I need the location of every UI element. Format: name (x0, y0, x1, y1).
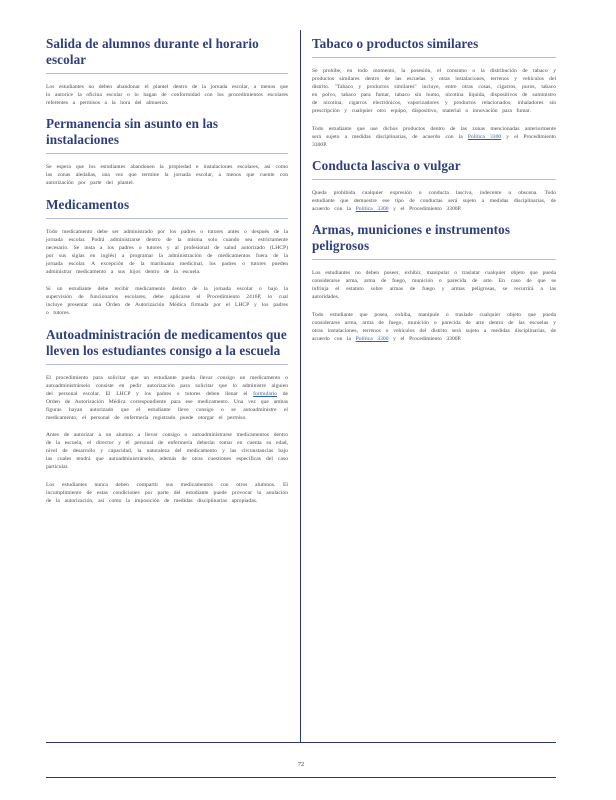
paragraph: Todo medicamento debe ser administrado por los padres o tutores antes o después de la jornada escolar. Podrá administrarse dentro de la misma solo cuando sea estrictamente necesario. Se insta a los padres o tutores y al profesional de salud autorizado (LHCP) por sus siglas en inglés) a programar la administración de medicamentos fuera de la jornada escolar. A excepción de la marihuana medicinal, los padres o tutores pueden administrar medicamento a sus hijos dentro de la escuela. (46, 228, 288, 276)
paragraph (312, 125, 556, 149)
section-weapons (312, 222, 556, 343)
section-medication (46, 197, 288, 318)
paragraph-text: y el Procedimiento 3300P. (388, 206, 462, 213)
paragraph: Los estudiantes no deben abandonar el plantel dentro de la jornada escolar, a menos que lo autorice la oficina escolar o lo hagan de conformidad con los procedimientos escolares referentes a permisos a la hora del almuerzo. (46, 84, 288, 107)
section-heading: Medicamentos (46, 197, 288, 219)
paragraph-text: El procedimiento para solicitar que un estudiante pueda llevar consigo un medicamento o autoadministrárselo consiste en pedir autorización para solicitar que lo administre alguien del personal escolar. El LHCP y los padres o tutores deben llenar el (46, 374, 288, 397)
paragraph: Si un estudiante debe recibir medicamento dentro de la jornada escolar o bajo la supervisión de funcionarios escolares, debe aplicarse el Procedimiento 2416P, lo cual incluye presentar una Orden de Autorización Médica firmada por el LHCP y los padres o tutores. (46, 286, 288, 317)
paragraph: Los estudiantes nunca deben compartir sus medicamentos con otros alumnos. El incumplimiento de estas condiciones por parte del estudiante puede provocar la anulación de la autorización, así como la imposición de medidas disciplinarias apropiadas. (46, 481, 288, 504)
paragraph (312, 311, 556, 343)
column-divider (300, 30, 301, 742)
paragraph (46, 374, 288, 423)
paragraph-text: Todo estudiante que use dichos productos dentro de las zonas mencionadas anteriormente será sujeto a medidas disciplinarias, de acuerdo con la (312, 125, 556, 140)
paragraph: Antes de autorizar a un alumno a llevar consigo o autoadministrarse medicamentos dentro de la escuela, el director y el personal de enfermería deberán tomar en cuenta su edad, nivel de desarrollo y capacidad, la naturaleza del medicamento y las circunstancias bajo las cuales tendrá que autoadministrárselo, además de otras cuestiones específicas del caso particular. (46, 432, 288, 471)
policy-link[interactable]: Política 3300 (355, 335, 389, 342)
section-lewd-conduct (312, 158, 556, 213)
paragraph: Se espera que los estudiantes abandonen la propiedad e instalaciones escolares, así como las zonas aledañas, una vez que termine la jornada escolar, a menos que cuente con autorización por parte del plantel. (46, 164, 288, 187)
section-heading: Tabaco o productos similares (312, 36, 556, 58)
section-heading: Conducta lasciva o vulgar (312, 158, 556, 180)
paragraph-text: Todo estudiante que posea, exhiba, manipule o traslade cualquier objeto que pueda considerarse arma, arma de fuego, munición o parecida de arte dentro de las escuelas y otras instalaciones, terrenos o vehículos del distrito será sujeto a medidas disciplinarias, de acuerdo con la (312, 311, 556, 342)
paragraph-text: Queda prohibida cualquier expresión o conducta lasciva, indecente u obscena. Todo estudiante que demuestre ese tipo de conductas será sujeto a medidas disciplinarias, de acuerdo con la (312, 189, 556, 213)
paragraph-text: y el Procedimiento 3300P. (388, 335, 462, 342)
page-footer (46, 742, 556, 778)
section-loitering (46, 116, 288, 187)
section-heading: Autoadministración de medicamentos que lleven los estudiantes consigo a la escuela (46, 327, 288, 365)
section-heading: Permanencia sin asunto en las instalaciones (46, 116, 288, 154)
policy-link[interactable]: Política 3300 (467, 133, 502, 140)
right-column (312, 30, 556, 352)
section-heading: Salida de alumnos durante el horario escolar (46, 36, 288, 74)
paragraph (312, 189, 556, 213)
section-heading: Armas, municiones e instrumentos peligrosos (312, 222, 556, 260)
section-tobacco (312, 36, 556, 149)
paragraph: Los estudiantes no deben poseer, exhibir, manipular o traslatar cualquier objeto que pueda considerarse arma, arma de fuego, munición o parecida de arte. En caso de que se infrinja el estatuto sobre armas de fuego y armas peligrosas, se recurrirá a las autoridades. (312, 270, 556, 301)
policy-link[interactable]: Política 3300 (355, 206, 389, 213)
section-self-administration (46, 327, 288, 505)
paragraph-text: de Orden de Autorización Médica correspondiente para ese medicamento. Una vez que ambas figuras hayan autorizado que el estudiante lleve consigo o se autoadministre el medicamento, el personal de enfermería registrado puede otorgar el permiso. (46, 390, 288, 421)
paragraph: Se prohíbe, en todo momento, la posesión, el consumo o la distribución de tabaco y productos similares dentro de las escuelas y otras instalaciones, terrenos y vehículos del distrito. "Tabaco y productos similares" incluye, entre otras cosas, cigarros, puros, tabaco en polvo, tabaco para fumar, tabaco sin humo, nicotina líquida, dispositivos de suministro de nicotina, cigarros electrónicos, vaporizadores y productos relacionados, inhaladores sin prescripción y cualquier otro equipo, dispositivo, material o innovación para fumar. (312, 68, 556, 115)
left-column (46, 30, 288, 514)
form-link[interactable]: formulario (253, 390, 278, 397)
paragraph-text: y el Procedimiento 3300P. (312, 133, 556, 148)
section-student-departure (46, 36, 288, 107)
page-number: 72 (297, 761, 305, 768)
